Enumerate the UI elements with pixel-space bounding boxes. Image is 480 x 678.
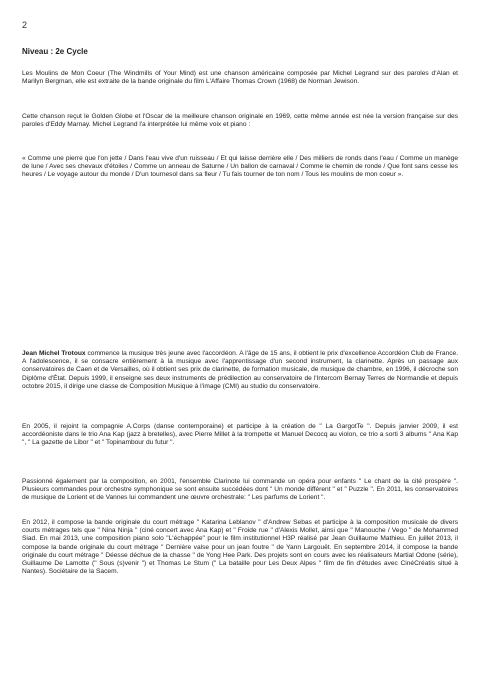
lyrics-quote: « Comme une pierre que l'on jette / Dans l'eau vive d'un ruisseau / Et qui laisse derrière elle / Des milliers de ronds dans l'eau / Comme un manège de lune / Avec ses chevaux d'étoiles / Comme un anneau de Saturne / Un ballon de carnaval / Comme le chemin de ronde / Que font sans cesse les heures / Le voyage autour du monde / D'un tournesol dans sa fleur / Tu fais tourner de ton nom / Tous les moulins de mon coeur ». — [22, 155, 458, 179]
bio-paragraph-1-text: commence la musique très jeune avec l'accordéon. A l'âge de 15 ans, il obtient le prix d'excellence Accordéon Club de France. A l'adolescence, il se consacre entièrement à la musique avec l'apprentissage d'un second instrument, la clarinette. Après un passage aux conservatoires de Caen et de Versailles, où il obtient ses prix de clarinette, de formation musicale, de musique de chambre, en 1996, il décroche son Diplôme d'État. Depuis 1999, il enseigne ses deux instruments de prédilection au conservatoire de l'Intercom Bernay Terres de Normandie et depuis octobre 2015, il dirige une classe de Composition Musique à l'image (CMI) au studio du conservatoire. — [22, 350, 458, 390]
intro-paragraph-1: Les Moulins de Mon Coeur (The Windmills of Your Mind) est une chanson américaine composée par Michel Legrand sur des paroles d'Alan et Marilyn Bergman, elle est extraite de la bande originale du film L'Affaire Thomas Crown (1968) de Norman Jewison. — [22, 70, 458, 86]
composer-name: Jean Michel Trotoux — [22, 350, 86, 357]
bio-paragraph-4: En 2012, il compose la bande originale du court métrage " Katarina Leblanov " d'Andrew Sebas et participe à la composition musicale de divers courts métrages tels que " Nina Ninja " (ciné concert avec Ana Kap) et " Froide rue " d'Alexis Mollet, ainsi que " Manouche / Vego " de Mohammed Siad. En mai 2013, une composition piano solo "L'échappée" pour le film institutionnel H3P réalisé par Jean Guillaume Mathieu. En juillet 2013, il compose la bande originale du court métrage " Dernière valse pour un jean foutre " de Yann Largouët. En septembre 2014, il compose la bande originale du court métrage " Déesse déchue de la chasse " de Yong Hee Park. Des projets sont en cours avec les réalisateurs Martial Odone (série), Guillaume De Lamotte (" Sous (s)venir ") et Thomas Le Stum (" La bataille pour Les Deux Alpes " film de fin d'études avec CinéCréatis situé à Nantes). Sociétaire de la Sacem. — [22, 519, 458, 576]
bio-paragraph-2: En 2005, il rejoint la compagnie A.Corps (danse contemporaine) et participe à la création de " La GargotTe ". Depuis janvier 2009, il est accordéoniste dans le trio Ana Kap (jazz à bretelles), avec Pierre Millet à la trompette et Manuel Decocq au violon, ce trio a sorti 3 albums " Ana Kap ", " La gazette de Libor " et " Topinambour du futur ". — [22, 423, 458, 447]
bio-paragraph-1 — [22, 350, 458, 391]
page-number: 2 — [22, 20, 28, 30]
bio-paragraph-3: Passionné également par la composition, en 2001, l'ensemble Clarinote lui commande un opéra pour enfants " Le chant de la cité prospère ". Plusieurs commandes pour orchestre symphonique se sont ensuite succédées dont " Un monde différent " et " Puzzle ". En 2011, les conservatoires de musique de Lorient et de Vannes lui commandent une œuvre orchestrale: " Les parfums de Lorient ". — [22, 478, 458, 502]
level-heading: Niveau : 2e Cycle — [22, 47, 88, 56]
intro-paragraph-2: Cette chanson reçut le Golden Globe et l'Oscar de la meilleure chanson originale en 1969, cette même année est née la version française sur des paroles d'Eddy Marnay. Michel Legrand l'a interprétée lui même voix et piano : — [22, 113, 458, 129]
